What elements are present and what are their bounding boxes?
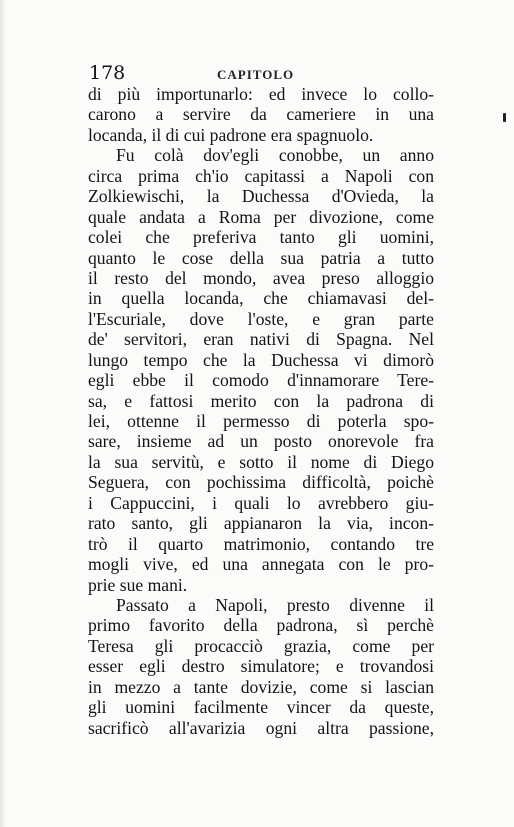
- text-line: sa, e fattosi merito con la padrona di: [88, 390, 434, 411]
- text-line: quanto le cose della sua patria a tutto: [88, 247, 434, 268]
- text-line: lungo tempo che la Duchessa vi dimorò: [88, 349, 434, 370]
- text-line: Passato a Napoli, presto divenne il: [116, 594, 434, 615]
- text-line: Zolkiewischi, la Duchessa d'Ovieda, la: [88, 186, 434, 207]
- text-line: Fu colà dov'egli conobbe, un anno: [116, 145, 434, 166]
- text-line: gli uomini facilmente vincer da queste,: [88, 697, 434, 718]
- text-line: in quella locanda, che chiamavasi del-: [88, 288, 434, 309]
- text-line: l'Escuriale, dove l'oste, e gran parte: [88, 308, 434, 329]
- text-line: Seguera, con pochissima difficoltà, poichè: [88, 472, 434, 493]
- text-line: quale andata a Roma per divozione, come: [88, 206, 434, 227]
- text-line: circa prima ch'io capitassi a Napoli con: [88, 165, 434, 186]
- text-line: esser egli destro simulatore; e trovandosi: [88, 656, 434, 677]
- chapter-label: CAPITOLO: [217, 67, 295, 82]
- text-line: i Cappuccini, i quali lo avrebbero giu-: [88, 492, 434, 513]
- text-line: sacrificò all'avarizia ogni altra passione,: [88, 717, 434, 738]
- running-head: [87, 60, 437, 86]
- text-line: locanda, il di cui padrone era spagnuolo.: [88, 124, 374, 145]
- margin-ink-mark: [503, 113, 506, 122]
- text-line: colei che preferiva tanto gli uomini,: [88, 227, 434, 248]
- text-line: mogli vive, ed una annegata con le pro-: [88, 554, 434, 575]
- text-line: trò il quarto matrimonio, contando tre: [88, 533, 434, 554]
- body-text: [88, 84, 434, 738]
- text-line: de' servitori, eran nativi di Spagna. Nel: [88, 329, 434, 350]
- text-line: sare, insieme ad un posto onorevole fra: [88, 431, 434, 452]
- text-line: carono a servire da cameriere in una: [88, 104, 434, 125]
- page-edge-shadow: [0, 0, 6, 827]
- text-line: lei, ottenne il permesso di poterla spo-: [88, 411, 434, 431]
- text-line: Teresa gli procacciò grazia, come per: [88, 635, 434, 656]
- text-line: il resto del mondo, avea preso alloggio: [88, 267, 434, 288]
- page-number: 178: [89, 62, 126, 84]
- text-line: rato santo, gli appianaron la via, incon-: [88, 513, 434, 534]
- text-line: la sua servitù, e sotto il nome di Diego: [88, 451, 434, 472]
- text-line: di più importunarlo: ed invece lo collo-: [88, 84, 434, 104]
- text-line: prie sue mani.: [88, 574, 188, 595]
- text-line: primo favorito della padrona, sì perchè: [88, 615, 434, 636]
- text-line: in mezzo a tante dovizie, come si lascian: [88, 676, 434, 697]
- text-line: egli ebbe il comodo d'innamorare Tere-: [88, 370, 434, 391]
